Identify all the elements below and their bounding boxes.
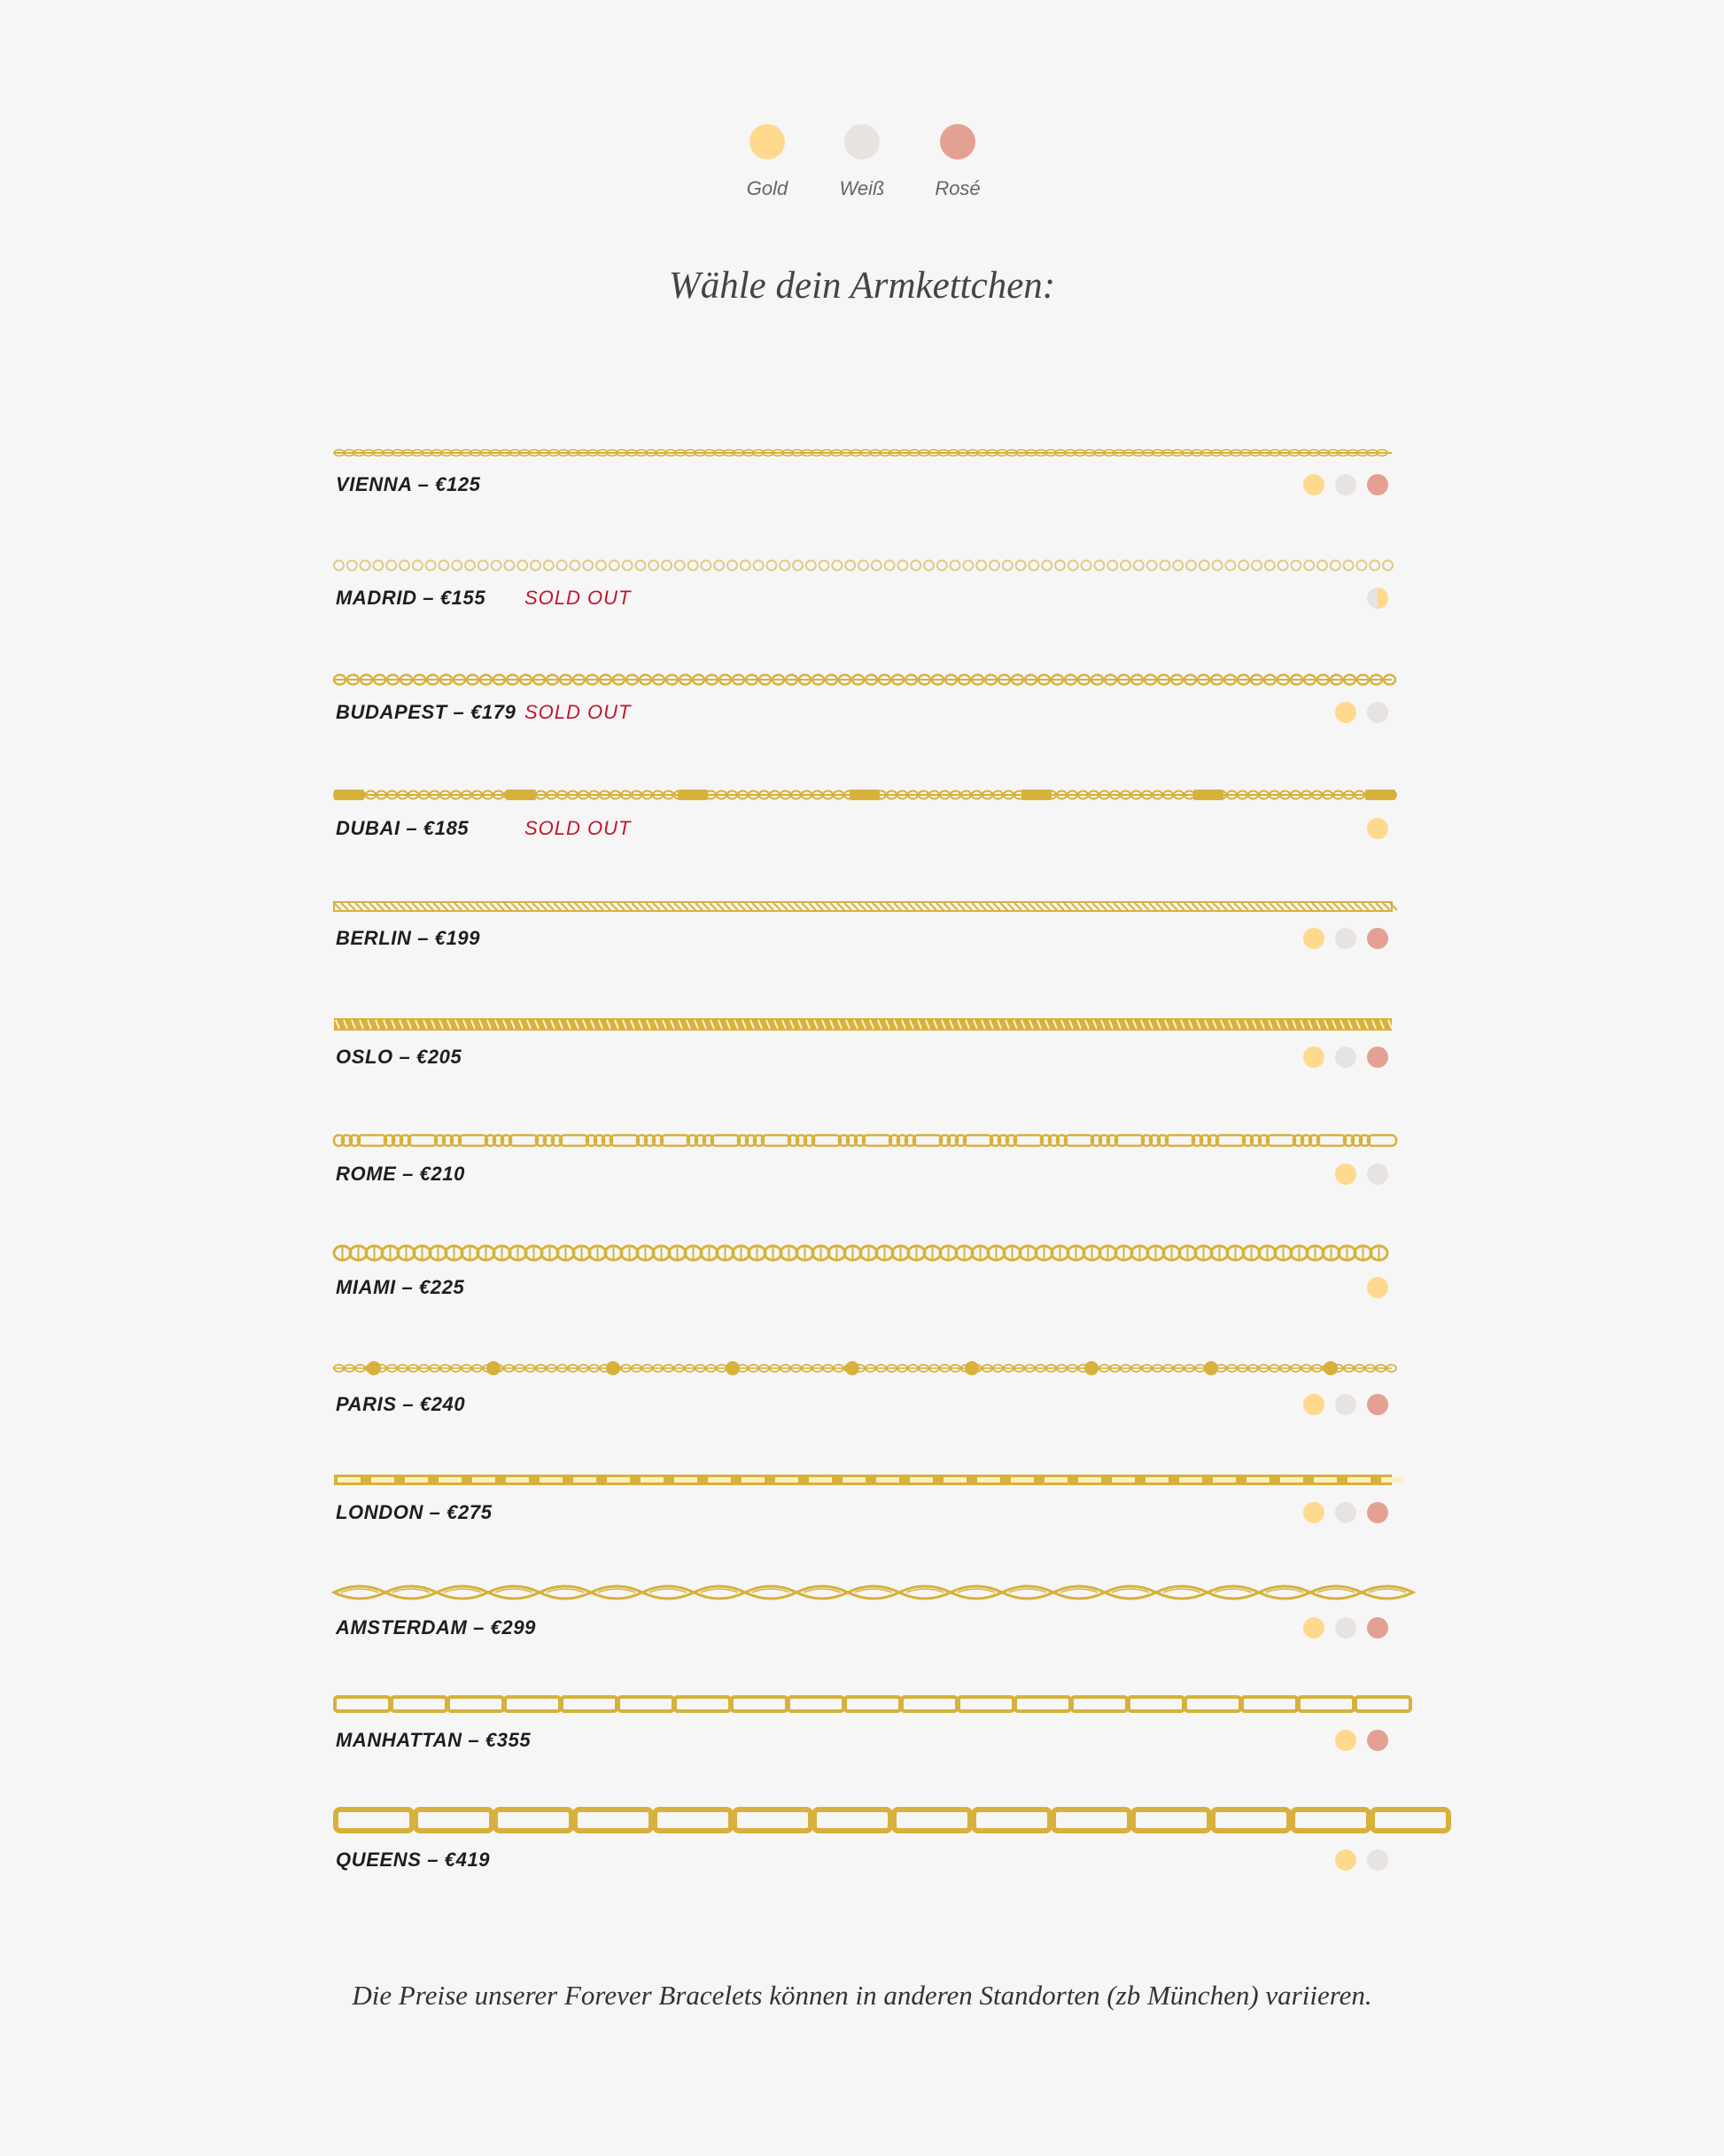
color-options xyxy=(1335,1164,1388,1185)
chain-image xyxy=(334,1244,1392,1262)
color-swatch-weiss xyxy=(844,124,880,160)
chain-item[interactable] xyxy=(334,447,1392,518)
chain-item[interactable] xyxy=(334,558,1392,629)
chain-item[interactable] xyxy=(334,1358,1392,1428)
chain-item[interactable] xyxy=(334,1017,1392,1088)
chain-image xyxy=(334,1693,1392,1715)
chain-name-price: MADRID – €155 xyxy=(336,587,486,609)
chain-name-price: MIAMI – €225 xyxy=(336,1276,465,1298)
color-dot-rose[interactable] xyxy=(1367,928,1388,949)
chain-item[interactable] xyxy=(334,1473,1392,1544)
chain-name-price: BUDAPEST – €179 xyxy=(336,701,516,723)
chain-name-price: OSLO – €205 xyxy=(336,1046,462,1068)
chain-item[interactable] xyxy=(334,1132,1392,1203)
page-title: Wähle dein Armkettchen: xyxy=(668,265,1056,307)
legend-label: Gold xyxy=(746,177,788,199)
color-dot-gold[interactable] xyxy=(1303,928,1324,949)
sold-out-badge: SOLD OUT xyxy=(524,587,632,609)
color-dot-rose[interactable] xyxy=(1367,1047,1388,1068)
color-dot-gold[interactable] xyxy=(1367,818,1388,839)
sold-out-badge: SOLD OUT xyxy=(524,701,632,723)
chain-item[interactable] xyxy=(334,1583,1392,1654)
legend-label: Weiß xyxy=(839,177,885,199)
chain-image xyxy=(334,1017,1392,1031)
color-dot-weiss[interactable] xyxy=(1335,1617,1356,1638)
chain-name-price: BERLIN – €199 xyxy=(336,927,481,949)
chain-image xyxy=(334,558,1392,572)
color-options xyxy=(1303,474,1388,495)
chain-image xyxy=(334,900,1392,913)
chain-item[interactable] xyxy=(334,787,1392,858)
color-dot-weiss[interactable] xyxy=(1335,474,1356,495)
color-dot-weiss[interactable] xyxy=(1367,1164,1388,1185)
chain-image xyxy=(334,1358,1392,1379)
chain-item[interactable] xyxy=(334,1806,1392,1877)
color-dot-gold[interactable] xyxy=(1335,1730,1356,1751)
color-dot-weiss[interactable] xyxy=(1367,702,1388,723)
color-options xyxy=(1303,928,1388,949)
chain-item[interactable] xyxy=(334,900,1392,971)
color-dot-gold[interactable] xyxy=(1303,1502,1324,1523)
chain-item[interactable] xyxy=(334,1693,1392,1764)
chain-name-price: ROME – €210 xyxy=(336,1163,466,1185)
color-options xyxy=(1303,1394,1388,1415)
chain-name-price: MANHATTAN – €355 xyxy=(336,1729,532,1751)
color-options xyxy=(1367,588,1388,609)
color-dot-gold[interactable] xyxy=(1367,1277,1388,1298)
chain-name-price: AMSTERDAM – €299 xyxy=(336,1616,536,1638)
chain-image xyxy=(334,1583,1392,1602)
chain-name-price: LONDON – €275 xyxy=(336,1501,493,1523)
color-dot-gold[interactable] xyxy=(1303,1047,1324,1068)
color-options xyxy=(1303,1047,1388,1068)
chain-name-price: DUBAI – €185 xyxy=(336,817,470,839)
color-dot-weiss[interactable] xyxy=(1335,1047,1356,1068)
legend-label: Rosé xyxy=(935,177,981,199)
chain-name-price: QUEENS – €419 xyxy=(336,1849,491,1871)
color-options xyxy=(1335,1730,1388,1751)
chain-image xyxy=(334,1806,1392,1834)
sold-out-badge: SOLD OUT xyxy=(524,817,632,839)
color-dot-rose[interactable] xyxy=(1367,1730,1388,1751)
color-options xyxy=(1335,702,1388,723)
chain-item[interactable] xyxy=(334,1244,1392,1315)
color-dot-rose[interactable] xyxy=(1367,1394,1388,1415)
chain-item[interactable] xyxy=(334,673,1392,743)
chain-name-price: VIENNA – €125 xyxy=(336,473,481,495)
color-dot-gold[interactable] xyxy=(1303,1394,1324,1415)
legend-item-rose xyxy=(896,124,1020,200)
color-dot-rose[interactable] xyxy=(1367,1502,1388,1523)
chain-image xyxy=(334,673,1392,687)
color-options xyxy=(1367,1277,1388,1298)
color-dot-gold[interactable] xyxy=(1303,474,1324,495)
color-dot-gold[interactable] xyxy=(1335,702,1356,723)
chain-image xyxy=(334,1473,1392,1487)
color-swatch-gold xyxy=(749,124,785,160)
color-swatch-rose xyxy=(940,124,975,160)
color-options xyxy=(1335,1849,1388,1871)
color-dot-rose[interactable] xyxy=(1367,1617,1388,1638)
color-dot-gold-weiss[interactable] xyxy=(1367,588,1388,609)
color-dot-gold[interactable] xyxy=(1335,1849,1356,1871)
color-dot-gold[interactable] xyxy=(1335,1164,1356,1185)
color-options xyxy=(1303,1502,1388,1523)
price-disclaimer: Die Preise unserer Forever Bracelets können in anderen Standorten (zb München) variieren. xyxy=(352,1980,1372,2011)
color-legend xyxy=(0,124,1724,213)
color-dot-weiss[interactable] xyxy=(1335,928,1356,949)
color-options xyxy=(1303,1617,1388,1638)
chain-image xyxy=(334,447,1392,459)
color-dot-gold[interactable] xyxy=(1303,1617,1324,1638)
color-dot-weiss[interactable] xyxy=(1335,1502,1356,1523)
chain-image xyxy=(334,1132,1392,1148)
color-options xyxy=(1367,818,1388,839)
chain-image xyxy=(334,787,1392,803)
color-dot-rose[interactable] xyxy=(1367,474,1388,495)
chain-name-price: PARIS – €240 xyxy=(336,1393,466,1415)
color-dot-weiss[interactable] xyxy=(1335,1394,1356,1415)
color-dot-weiss[interactable] xyxy=(1367,1849,1388,1871)
